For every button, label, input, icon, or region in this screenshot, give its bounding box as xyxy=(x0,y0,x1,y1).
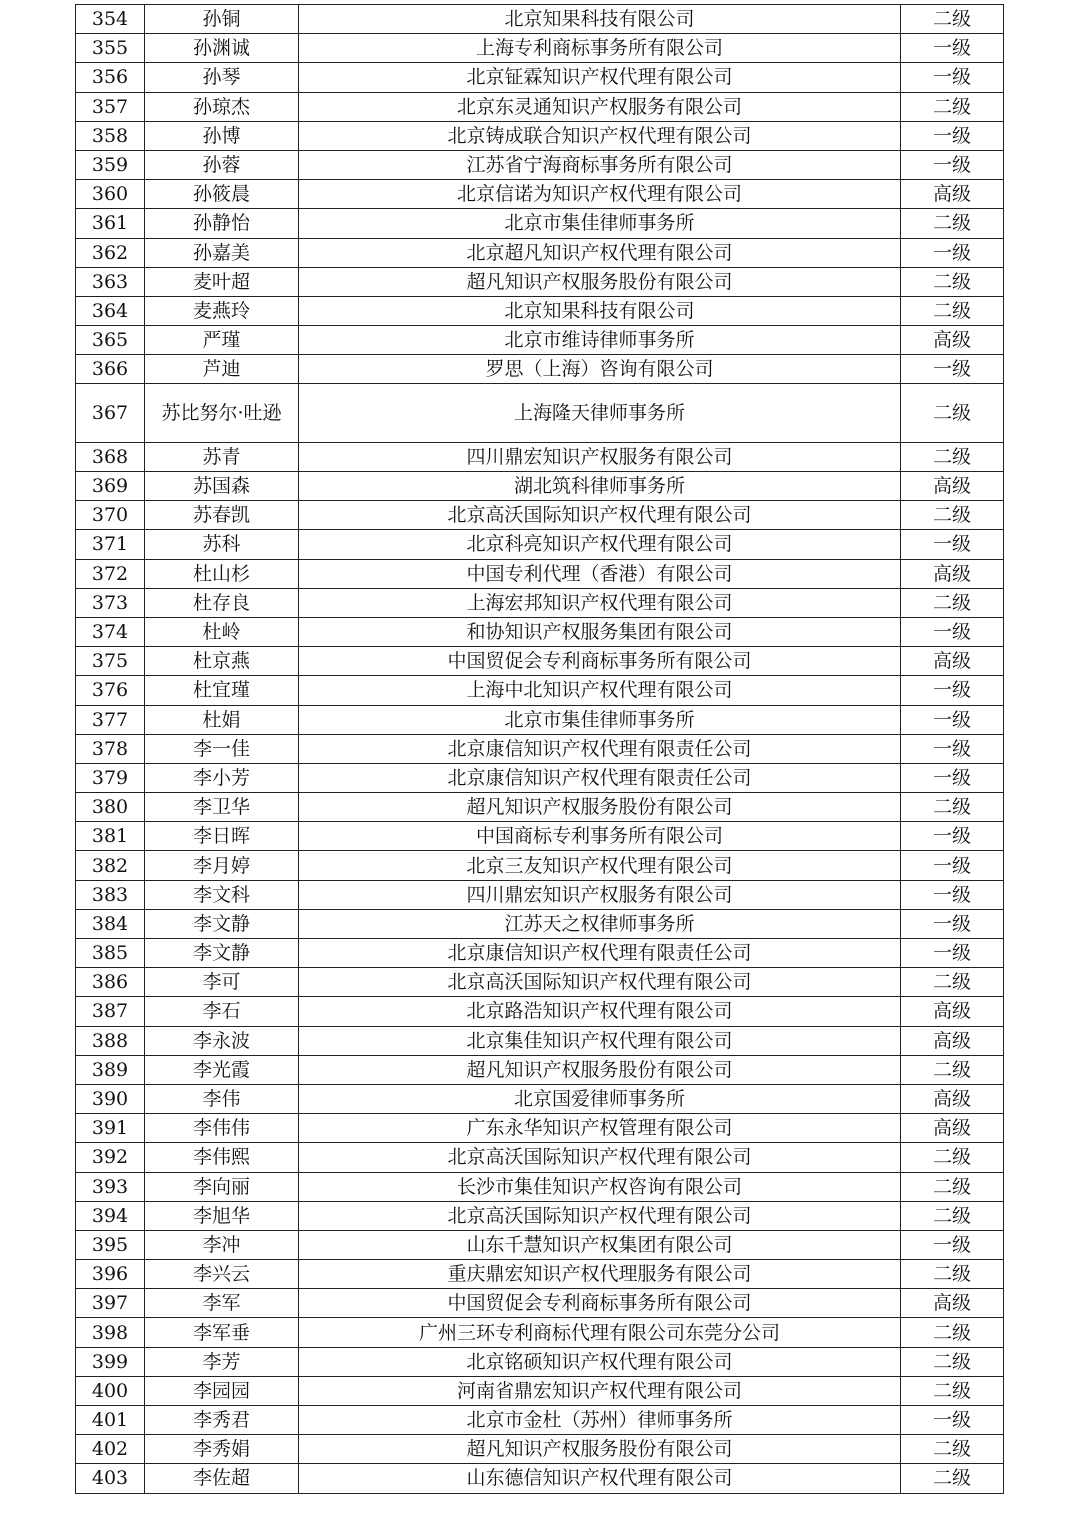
grade-level: 一级 xyxy=(901,150,1004,179)
organization: 北京铭硕知识产权代理有限公司 xyxy=(299,1347,901,1376)
organization: 北京国爱律师事务所 xyxy=(299,1084,901,1113)
table-row xyxy=(76,763,1004,792)
row-number: 399 xyxy=(76,1347,145,1376)
grade-level: 二级 xyxy=(901,1055,1004,1084)
person-name: 苏科 xyxy=(145,530,299,559)
row-number: 378 xyxy=(76,734,145,763)
table-row xyxy=(76,355,1004,384)
table-row xyxy=(76,501,1004,530)
table-row xyxy=(76,92,1004,121)
organization: 湖北筑科律师事务所 xyxy=(299,472,901,501)
organization: 北京三友知识产权代理有限公司 xyxy=(299,851,901,880)
table-row xyxy=(76,121,1004,150)
table-row xyxy=(76,442,1004,471)
table-row xyxy=(76,530,1004,559)
row-number: 364 xyxy=(76,296,145,325)
organization: 中国贸促会专利商标事务所有限公司 xyxy=(299,647,901,676)
table-row xyxy=(76,296,1004,325)
grade-level: 一级 xyxy=(901,34,1004,63)
row-number: 388 xyxy=(76,1026,145,1055)
organization: 上海隆天律师事务所 xyxy=(299,384,901,442)
row-number: 386 xyxy=(76,968,145,997)
row-number: 363 xyxy=(76,267,145,296)
row-number: 401 xyxy=(76,1406,145,1435)
table-row xyxy=(76,617,1004,646)
grade-level: 高级 xyxy=(901,647,1004,676)
organization: 北京超凡知识产权代理有限公司 xyxy=(299,238,901,267)
table-row xyxy=(76,209,1004,238)
organization: 北京康信知识产权代理有限责任公司 xyxy=(299,939,901,968)
table-row xyxy=(76,180,1004,209)
person-name: 李秀娟 xyxy=(145,1435,299,1464)
grade-level: 一级 xyxy=(901,705,1004,734)
row-number: 368 xyxy=(76,442,145,471)
person-name: 麦叶超 xyxy=(145,267,299,296)
organization: 长沙市集佳知识产权咨询有限公司 xyxy=(299,1172,901,1201)
grade-level: 高级 xyxy=(901,1114,1004,1143)
row-number: 361 xyxy=(76,209,145,238)
row-number: 394 xyxy=(76,1201,145,1230)
grade-level: 二级 xyxy=(901,793,1004,822)
grade-level: 二级 xyxy=(901,1143,1004,1172)
row-number: 365 xyxy=(76,326,145,355)
table-row xyxy=(76,1201,1004,1230)
person-name: 孙琼杰 xyxy=(145,92,299,121)
grade-level: 二级 xyxy=(901,267,1004,296)
person-name: 孙筱晨 xyxy=(145,180,299,209)
table-row xyxy=(76,822,1004,851)
person-name: 李文静 xyxy=(145,939,299,968)
organization: 江苏省宁海商标事务所有限公司 xyxy=(299,150,901,179)
table-row xyxy=(76,968,1004,997)
organization: 北京铸成联合知识产权代理有限公司 xyxy=(299,121,901,150)
row-number: 370 xyxy=(76,501,145,530)
organization: 重庆鼎宏知识产权代理服务有限公司 xyxy=(299,1260,901,1289)
person-name: 李石 xyxy=(145,997,299,1026)
person-name: 孙嘉美 xyxy=(145,238,299,267)
grade-level: 一级 xyxy=(901,1230,1004,1259)
table-row xyxy=(76,384,1004,442)
person-name: 严瑾 xyxy=(145,326,299,355)
table-row xyxy=(76,1143,1004,1172)
table-row xyxy=(76,34,1004,63)
organization: 超凡知识产权服务股份有限公司 xyxy=(299,267,901,296)
person-name: 苏青 xyxy=(145,442,299,471)
grade-level: 二级 xyxy=(901,588,1004,617)
grade-level: 二级 xyxy=(901,296,1004,325)
person-name: 李一佳 xyxy=(145,734,299,763)
grade-level: 一级 xyxy=(901,851,1004,880)
row-number: 362 xyxy=(76,238,145,267)
person-name: 李冲 xyxy=(145,1230,299,1259)
person-name: 李佐超 xyxy=(145,1464,299,1493)
organization: 北京高沃国际知识产权代理有限公司 xyxy=(299,1143,901,1172)
table-row xyxy=(76,851,1004,880)
organization: 北京科亮知识产权代理有限公司 xyxy=(299,530,901,559)
table-row xyxy=(76,705,1004,734)
organization: 上海专利商标事务所有限公司 xyxy=(299,34,901,63)
table-row xyxy=(76,1230,1004,1259)
person-name: 李月婷 xyxy=(145,851,299,880)
person-name: 苏国森 xyxy=(145,472,299,501)
organization: 河南省鼎宏知识产权代理有限公司 xyxy=(299,1376,901,1405)
grade-level: 高级 xyxy=(901,1289,1004,1318)
row-number: 366 xyxy=(76,355,145,384)
grade-level: 高级 xyxy=(901,1026,1004,1055)
person-name: 李兴云 xyxy=(145,1260,299,1289)
roster-body xyxy=(76,5,1004,1494)
person-name: 李伟 xyxy=(145,1084,299,1113)
table-row xyxy=(76,1026,1004,1055)
table-row xyxy=(76,793,1004,822)
organization: 北京市金杜（苏州）律师事务所 xyxy=(299,1406,901,1435)
organization: 超凡知识产权服务股份有限公司 xyxy=(299,1055,901,1084)
person-name: 苏比努尔·吐逊 xyxy=(145,384,299,442)
organization: 和协知识产权服务集团有限公司 xyxy=(299,617,901,646)
row-number: 398 xyxy=(76,1318,145,1347)
person-name: 杜娟 xyxy=(145,705,299,734)
row-number: 373 xyxy=(76,588,145,617)
grade-level: 高级 xyxy=(901,326,1004,355)
person-name: 孙静怡 xyxy=(145,209,299,238)
row-number: 359 xyxy=(76,150,145,179)
person-name: 杜山杉 xyxy=(145,559,299,588)
grade-level: 一级 xyxy=(901,1406,1004,1435)
row-number: 385 xyxy=(76,939,145,968)
table-row xyxy=(76,150,1004,179)
grade-level: 一级 xyxy=(901,617,1004,646)
organization: 四川鼎宏知识产权服务有限公司 xyxy=(299,880,901,909)
person-name: 李向丽 xyxy=(145,1172,299,1201)
table-row xyxy=(76,326,1004,355)
organization: 北京市集佳律师事务所 xyxy=(299,705,901,734)
table-row xyxy=(76,647,1004,676)
grade-level: 一级 xyxy=(901,355,1004,384)
table-row xyxy=(76,1464,1004,1493)
person-name: 孙蓉 xyxy=(145,150,299,179)
grade-level: 二级 xyxy=(901,1172,1004,1201)
organization: 北京知果科技有限公司 xyxy=(299,5,901,34)
person-name: 杜存良 xyxy=(145,588,299,617)
table-row xyxy=(76,5,1004,34)
organization: 四川鼎宏知识产权服务有限公司 xyxy=(299,442,901,471)
organization: 北京市集佳律师事务所 xyxy=(299,209,901,238)
grade-level: 高级 xyxy=(901,559,1004,588)
grade-level: 二级 xyxy=(901,1464,1004,1493)
row-number: 355 xyxy=(76,34,145,63)
organization: 超凡知识产权服务股份有限公司 xyxy=(299,793,901,822)
grade-level: 高级 xyxy=(901,1084,1004,1113)
grade-level: 一级 xyxy=(901,822,1004,851)
organization: 广东永华知识产权管理有限公司 xyxy=(299,1114,901,1143)
person-name: 孙渊诚 xyxy=(145,34,299,63)
grade-level: 一级 xyxy=(901,880,1004,909)
table-row xyxy=(76,734,1004,763)
grade-level: 二级 xyxy=(901,1201,1004,1230)
row-number: 371 xyxy=(76,530,145,559)
row-number: 376 xyxy=(76,676,145,705)
person-name: 李军垂 xyxy=(145,1318,299,1347)
grade-level: 一级 xyxy=(901,676,1004,705)
organization: 罗思（上海）咨询有限公司 xyxy=(299,355,901,384)
table-row xyxy=(76,238,1004,267)
grade-level: 二级 xyxy=(901,1347,1004,1376)
row-number: 369 xyxy=(76,472,145,501)
organization: 北京高沃国际知识产权代理有限公司 xyxy=(299,968,901,997)
grade-level: 二级 xyxy=(901,5,1004,34)
table-row xyxy=(76,676,1004,705)
table-row xyxy=(76,1055,1004,1084)
row-number: 400 xyxy=(76,1376,145,1405)
row-number: 377 xyxy=(76,705,145,734)
organization: 超凡知识产权服务股份有限公司 xyxy=(299,1435,901,1464)
person-name: 李小芳 xyxy=(145,763,299,792)
row-number: 389 xyxy=(76,1055,145,1084)
organization: 上海宏邦知识产权代理有限公司 xyxy=(299,588,901,617)
row-number: 381 xyxy=(76,822,145,851)
person-name: 李旭华 xyxy=(145,1201,299,1230)
table-row xyxy=(76,1376,1004,1405)
person-name: 孙琴 xyxy=(145,63,299,92)
row-number: 367 xyxy=(76,384,145,442)
grade-level: 一级 xyxy=(901,939,1004,968)
table-row xyxy=(76,939,1004,968)
organization: 广州三环专利商标代理有限公司东莞分公司 xyxy=(299,1318,901,1347)
table-row xyxy=(76,1114,1004,1143)
table-row xyxy=(76,1435,1004,1464)
grade-level: 二级 xyxy=(901,968,1004,997)
row-number: 397 xyxy=(76,1289,145,1318)
row-number: 396 xyxy=(76,1260,145,1289)
organization: 北京集佳知识产权代理有限公司 xyxy=(299,1026,901,1055)
grade-level: 一级 xyxy=(901,63,1004,92)
person-name: 李秀君 xyxy=(145,1406,299,1435)
person-name: 杜岭 xyxy=(145,617,299,646)
row-number: 402 xyxy=(76,1435,145,1464)
person-name: 麦燕玲 xyxy=(145,296,299,325)
row-number: 395 xyxy=(76,1230,145,1259)
person-name: 苏春凯 xyxy=(145,501,299,530)
person-name: 李伟熙 xyxy=(145,1143,299,1172)
table-row xyxy=(76,267,1004,296)
row-number: 392 xyxy=(76,1143,145,1172)
row-number: 357 xyxy=(76,92,145,121)
table-row xyxy=(76,588,1004,617)
person-name: 孙铜 xyxy=(145,5,299,34)
grade-level: 二级 xyxy=(901,442,1004,471)
row-number: 384 xyxy=(76,909,145,938)
table-row xyxy=(76,1347,1004,1376)
table-row xyxy=(76,559,1004,588)
person-name: 芦迪 xyxy=(145,355,299,384)
organization: 中国专利代理（香港）有限公司 xyxy=(299,559,901,588)
grade-level: 二级 xyxy=(901,1435,1004,1464)
grade-level: 二级 xyxy=(901,209,1004,238)
organization: 北京康信知识产权代理有限责任公司 xyxy=(299,763,901,792)
table-row xyxy=(76,1406,1004,1435)
grade-level: 一级 xyxy=(901,530,1004,559)
grade-level: 二级 xyxy=(901,1376,1004,1405)
grade-level: 一级 xyxy=(901,909,1004,938)
grade-level: 二级 xyxy=(901,384,1004,442)
grade-level: 二级 xyxy=(901,1318,1004,1347)
grade-level: 一级 xyxy=(901,238,1004,267)
grade-level: 高级 xyxy=(901,180,1004,209)
table-row xyxy=(76,909,1004,938)
person-name: 李日晖 xyxy=(145,822,299,851)
organization: 北京高沃国际知识产权代理有限公司 xyxy=(299,501,901,530)
grade-level: 一级 xyxy=(901,121,1004,150)
organization: 北京钲霖知识产权代理有限公司 xyxy=(299,63,901,92)
organization: 中国贸促会专利商标事务所有限公司 xyxy=(299,1289,901,1318)
row-number: 372 xyxy=(76,559,145,588)
row-number: 379 xyxy=(76,763,145,792)
person-name: 杜京燕 xyxy=(145,647,299,676)
row-number: 403 xyxy=(76,1464,145,1493)
organization: 山东千慧知识产权集团有限公司 xyxy=(299,1230,901,1259)
table-row xyxy=(76,1084,1004,1113)
person-name: 李军 xyxy=(145,1289,299,1318)
table-row xyxy=(76,1289,1004,1318)
row-number: 374 xyxy=(76,617,145,646)
row-number: 390 xyxy=(76,1084,145,1113)
organization: 北京信诺为知识产权代理有限公司 xyxy=(299,180,901,209)
organization: 江苏天之权律师事务所 xyxy=(299,909,901,938)
row-number: 387 xyxy=(76,997,145,1026)
table-row xyxy=(76,880,1004,909)
table-row xyxy=(76,1260,1004,1289)
row-number: 391 xyxy=(76,1114,145,1143)
organization: 上海中北知识产权代理有限公司 xyxy=(299,676,901,705)
person-name: 李伟伟 xyxy=(145,1114,299,1143)
person-name: 李卫华 xyxy=(145,793,299,822)
row-number: 360 xyxy=(76,180,145,209)
person-name: 李文静 xyxy=(145,909,299,938)
person-name: 李可 xyxy=(145,968,299,997)
row-number: 375 xyxy=(76,647,145,676)
row-number: 354 xyxy=(76,5,145,34)
grade-level: 二级 xyxy=(901,501,1004,530)
organization: 北京康信知识产权代理有限责任公司 xyxy=(299,734,901,763)
row-number: 380 xyxy=(76,793,145,822)
person-name: 孙博 xyxy=(145,121,299,150)
organization: 中国商标专利事务所有限公司 xyxy=(299,822,901,851)
person-name: 李光霞 xyxy=(145,1055,299,1084)
organization: 山东德信知识产权代理有限公司 xyxy=(299,1464,901,1493)
table-row xyxy=(76,472,1004,501)
row-number: 358 xyxy=(76,121,145,150)
grade-level: 二级 xyxy=(901,1260,1004,1289)
grade-level: 高级 xyxy=(901,997,1004,1026)
roster-table xyxy=(75,4,1004,1494)
organization: 北京路浩知识产权代理有限公司 xyxy=(299,997,901,1026)
row-number: 393 xyxy=(76,1172,145,1201)
grade-level: 二级 xyxy=(901,92,1004,121)
table-row xyxy=(76,1318,1004,1347)
person-name: 李文科 xyxy=(145,880,299,909)
person-name: 李永波 xyxy=(145,1026,299,1055)
table-row xyxy=(76,63,1004,92)
organization: 北京东灵通知识产权服务有限公司 xyxy=(299,92,901,121)
grade-level: 一级 xyxy=(901,763,1004,792)
organization: 北京市维诗律师事务所 xyxy=(299,326,901,355)
person-name: 李园园 xyxy=(145,1376,299,1405)
person-name: 杜宜瑾 xyxy=(145,676,299,705)
person-name: 李芳 xyxy=(145,1347,299,1376)
table-row xyxy=(76,997,1004,1026)
grade-level: 一级 xyxy=(901,734,1004,763)
row-number: 356 xyxy=(76,63,145,92)
organization: 北京高沃国际知识产权代理有限公司 xyxy=(299,1201,901,1230)
grade-level: 高级 xyxy=(901,472,1004,501)
organization: 北京知果科技有限公司 xyxy=(299,296,901,325)
table-row xyxy=(76,1172,1004,1201)
row-number: 383 xyxy=(76,880,145,909)
row-number: 382 xyxy=(76,851,145,880)
